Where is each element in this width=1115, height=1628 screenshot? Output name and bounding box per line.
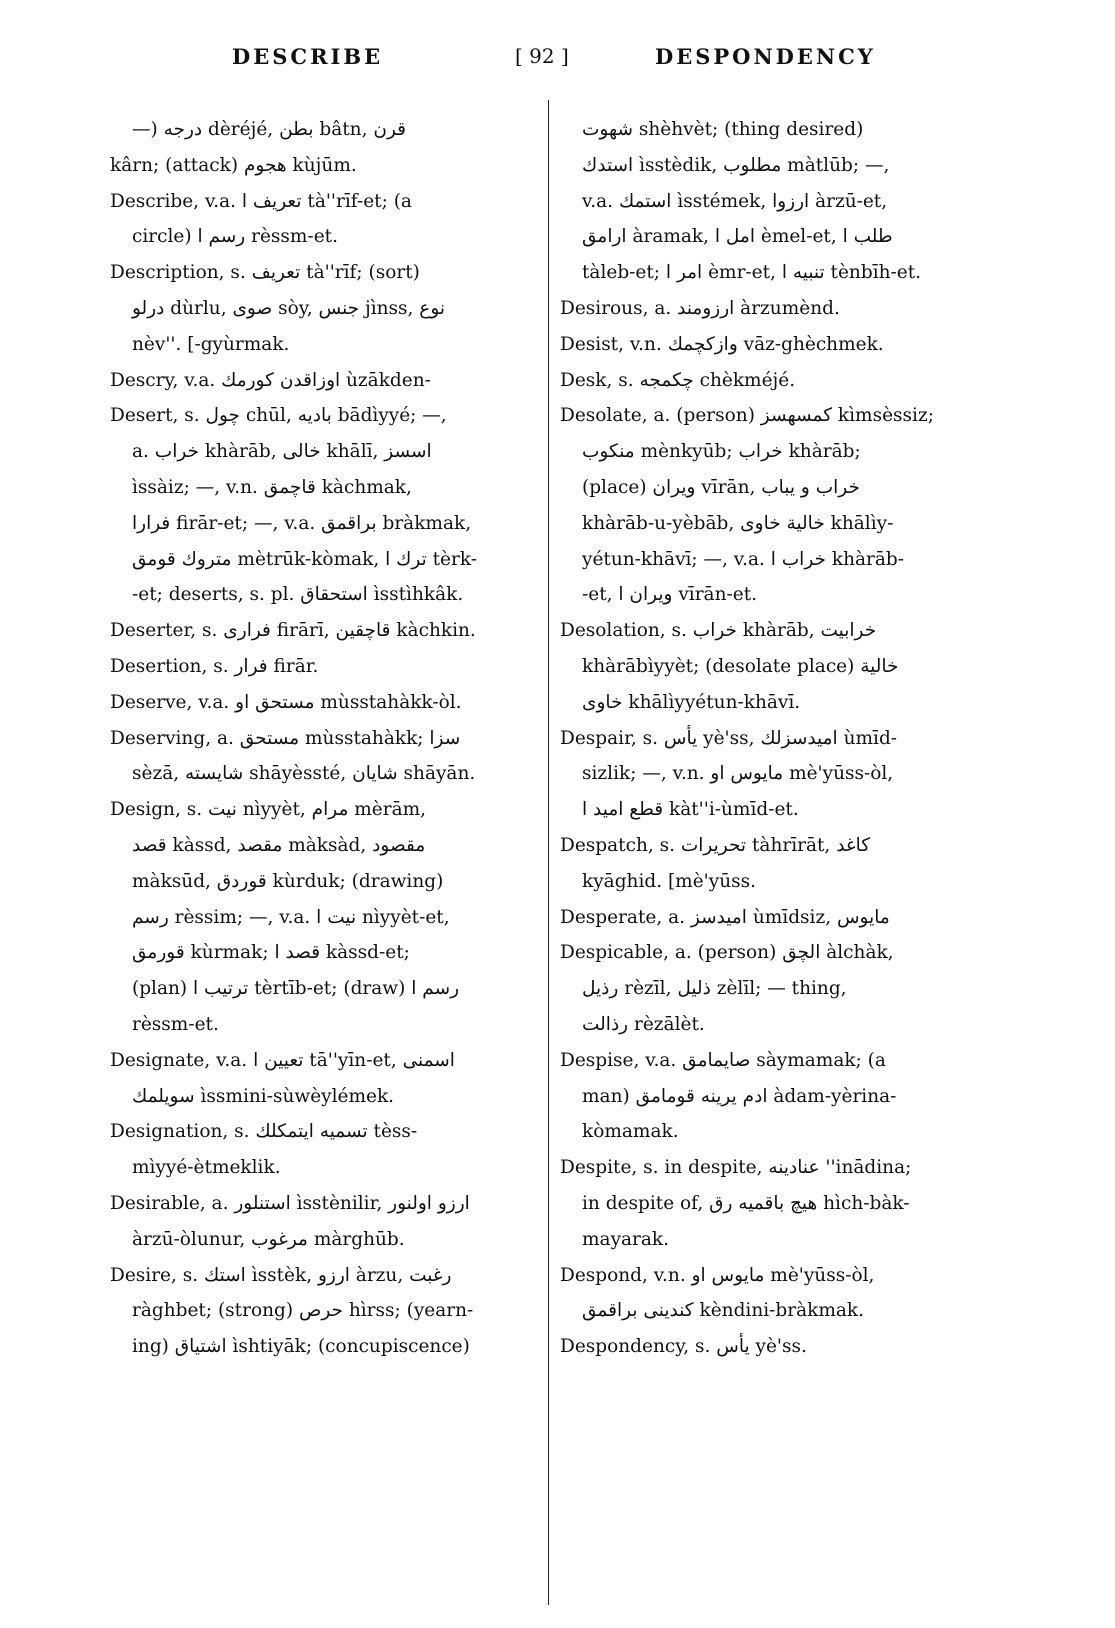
- dictionary-line: رذالت rèzālèt.: [582, 1013, 705, 1035]
- dictionary-line: rèssm-et.: [132, 1013, 219, 1035]
- dictionary-line: khàrāb-u-yèbāb, خالیة خاوی khālìy-: [582, 512, 894, 534]
- dictionary-line: ارامق àramak, امل ا èmel-et, طلب ا: [582, 226, 893, 248]
- dictionary-line: -et; deserts, s. pl. استحقاق ìsstìhkâk.: [132, 584, 464, 606]
- dictionary-line: Deserter, s. فراری firārī, قاچقین kàchkin.: [110, 620, 476, 642]
- dictionary-line: استدك ìsstèdik, مطلوب màtlūb; —,: [582, 154, 890, 176]
- dictionary-line: Despise, v.a. صایمامق sàymamak; (a: [560, 1049, 886, 1071]
- dictionary-line: Despondency, s. یأس yè'ss.: [560, 1336, 807, 1358]
- dictionary-line: Despatch, s. تحریرات tàhrīrāt, كاغد: [560, 834, 871, 856]
- dictionary-line: kòmamak.: [582, 1121, 679, 1143]
- dictionary-line: Desk, s. چكمجه chèkméjé.: [560, 369, 796, 391]
- dictionary-line: Despite, s. in despite, عنادینه ''inādina;: [560, 1157, 912, 1179]
- dictionary-line: Desirable, a. استنلور ìsstènilir, ارزو اولنور: [110, 1192, 470, 1214]
- dictionary-line: ràghbet; (strong) حرص hìrss; (yearn-: [132, 1300, 474, 1322]
- dictionary-line: in despite of, هیچ باقمیه رق hìch-bàk-: [582, 1192, 910, 1214]
- dictionary-line: (plan) ترتیب ا tèrtīb-et; (draw) رسم ا: [132, 978, 460, 1000]
- page-number: [ 92 ]: [515, 44, 569, 68]
- dictionary-line: sizlik; —, v.n. مایوس او mè'yūss-òl,: [582, 763, 894, 785]
- dictionary-line: Despicable, a. (person) الچق àlchàk,: [560, 942, 894, 964]
- dictionary-line: شهوت shèhvèt; (thing desired): [582, 119, 864, 140]
- dictionary-line: ing) اشتیاق ìshtiyāk; (concupiscence): [132, 1336, 470, 1358]
- dictionary-line: Desirous, a. ارزومند àrzumènd.: [560, 297, 840, 319]
- dictionary-line: Desperate, a. امیدسز ùmīdsiz, مایوس: [560, 906, 890, 928]
- dictionary-line: رسم rèssim; —, v.a. نیت ا nìyyèt-et,: [132, 906, 450, 928]
- dictionary-line: àrzū-òlunur, مرغوب màrghūb.: [132, 1228, 405, 1250]
- dictionary-line: mìyyé-ètmeklik.: [132, 1157, 281, 1179]
- dictionary-line: a. خراب khàrāb, خالی khālī, اسسز: [132, 441, 432, 463]
- left-column: [110, 112, 525, 1365]
- dictionary-line: Descry, v.a. اوزاقدن كورمك ùzākden-: [110, 369, 431, 391]
- dictionary-line: -et, ویران ا vīrān-et.: [582, 584, 758, 606]
- dictionary-line: kârn; (attack) هجوم kùjūm.: [110, 154, 357, 176]
- dictionary-line: كندینی براقمق kèndini-bràkmak.: [582, 1300, 864, 1322]
- dictionary-line: منكوب mènkyūb; خراب khàrāb;: [582, 441, 861, 463]
- dictionary-line: màksūd, قوردق kùrduk; (drawing): [132, 870, 444, 892]
- dictionary-line: Desertion, s. فرار firār.: [110, 655, 319, 677]
- dictionary-line: رذیل rèzīl, ذلیل zèlīl; — thing,: [582, 978, 847, 1000]
- dictionary-line: درلو dùrlu, صوی sòy, جنس jìnss, نوع: [132, 297, 446, 319]
- dictionary-line: v.a. استمك ìsstémek, ارزوا àrzū-et,: [582, 190, 888, 212]
- dictionary-line: man) ادم یرینه قومامق àdam-yèrina-: [582, 1085, 897, 1107]
- header-first-word: DESCRIBE: [232, 44, 384, 69]
- dictionary-line: yétun-khāvī; —, v.a. خراب ا khàrāb-: [582, 548, 904, 570]
- dictionary-line: —) درجه dèréjé, بطن bâtn, قرن: [132, 119, 406, 140]
- dictionary-line: Desolation, s. خراب khàrāb, خرابیت: [560, 620, 877, 642]
- dictionary-line: Designate, v.a. تعیین ا tā''yīn-et, اسمنی: [110, 1049, 455, 1071]
- dictionary-line: sèzā, شایسته shāyèssté, شایان shāyān.: [132, 763, 476, 785]
- dictionary-line: Describe, v.a. تعریف ا tà''rīf-et; (a: [110, 190, 412, 212]
- right-column: [560, 112, 975, 1365]
- dictionary-line: ìssàiz; —, v.n. قاچمق kàchmak,: [132, 476, 412, 498]
- dictionary-line: kyāghid. [mè'yūss.: [582, 870, 756, 892]
- dictionary-line: mayarak.: [582, 1228, 670, 1250]
- dictionary-line: قطع امید ا kàt''i-ùmīd-et.: [582, 799, 799, 821]
- dictionary-line: متروك قومق mètrūk-kòmak, ترك ا tèrk-: [132, 548, 477, 570]
- dictionary-line: tàleb-et; امر ا èmr-et, تنبیه ا tènbīh-et.: [582, 262, 922, 284]
- dictionary-line: Desolate, a. (person) كمسهسز kìmsèssiz;: [560, 405, 934, 427]
- dictionary-line: خاوی khālìyyétun-khāvī.: [582, 691, 801, 713]
- dictionary-line: Despond, v.n. مایوس او mè'yūss-òl,: [560, 1264, 875, 1286]
- dictionary-line: قصد kàssd, مقصد màksàd, مقصود: [132, 834, 426, 856]
- dictionary-line: Designation, s. تسمیه ایتمكلك tèss-: [110, 1121, 418, 1143]
- dictionary-line: Description, s. تعریف tà''rīf; (sort): [110, 262, 420, 284]
- dictionary-line: nèv''. [-gyùrmak.: [132, 333, 290, 355]
- dictionary-line: Design, s. نیت nìyyèt, مرام mèrām,: [110, 799, 427, 821]
- running-header: [0, 44, 1115, 78]
- dictionary-line: circle) رسم ا rèssm-et.: [132, 226, 338, 248]
- dictionary-line: Desire, s. استك ìsstèk, ارزو àrzu, رغبت: [110, 1264, 452, 1286]
- dictionary-line: Desert, s. چول chūl, بادیه bādìyyé; —,: [110, 405, 447, 427]
- dictionary-line: قورمق kùrmak; قصد ا kàssd-et;: [132, 942, 410, 964]
- dictionary-line: Despair, s. یأس yè'ss, امیدسزلك ùmīd-: [560, 727, 898, 749]
- dictionary-line: Deserve, v.a. مستحق او mùsstahàkk-òl.: [110, 691, 462, 713]
- header-last-word: DESPONDENCY: [655, 44, 876, 69]
- dictionary-line: سویلمك ìssmini-sùwèylémek.: [132, 1085, 395, 1107]
- dictionary-line: khàrābìyyèt; (desolate place) خالیة: [582, 655, 899, 677]
- dictionary-line: Deserving, a. مستحق mùsstahàkk; سزا: [110, 727, 461, 749]
- dictionary-line: (place) ویران vīrān, خراب و یباب: [582, 476, 860, 498]
- column-divider: [548, 100, 549, 1605]
- dictionary-line: Desist, v.n. وازكچمك vāz-ghèchmek.: [560, 333, 884, 355]
- dictionary-line: فرارا firār-et; —, v.a. براقمق bràkmak,: [132, 512, 472, 534]
